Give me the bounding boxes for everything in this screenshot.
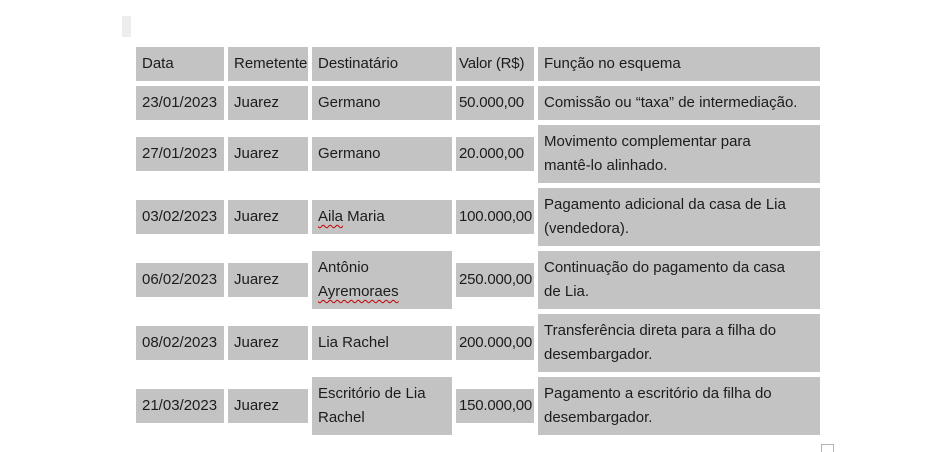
destinatario-text: Escritório de Lia <box>318 385 426 402</box>
funcao-line: Continuação do pagamento da casa <box>544 259 786 276</box>
cell-data: 27/01/2023 <box>136 137 224 171</box>
table-row <box>136 377 820 435</box>
table-row <box>136 188 820 246</box>
cell-remetente: Juarez <box>228 326 308 360</box>
header-cell-data: Data <box>136 47 224 81</box>
cell-funcao <box>538 125 820 183</box>
table-row <box>136 314 820 372</box>
cell-valor: 20.000,00 <box>456 137 534 171</box>
cell-remetente: Juarez <box>228 200 308 234</box>
header-cell-funcao: Função no esquema <box>538 47 820 81</box>
funcao-line: de Lia. <box>544 283 590 300</box>
cell-destinatario <box>312 137 452 171</box>
cell-remetente: Juarez <box>228 86 308 120</box>
cell-destinatario <box>312 86 452 120</box>
funcao-line: mantê-lo alinhado. <box>544 157 668 174</box>
table-header-row <box>136 47 820 81</box>
cell-funcao <box>538 188 820 246</box>
table-row <box>136 251 820 309</box>
table-row <box>136 86 820 120</box>
misspelled-word: Ayremoraes <box>318 283 399 300</box>
funcao-line: desembargador. <box>544 346 653 363</box>
small-box-artifact <box>821 444 834 452</box>
cell-remetente: Juarez <box>228 137 308 171</box>
destinatario-text: Germano <box>318 94 381 111</box>
cell-destinatario <box>312 326 452 360</box>
cell-destinatario <box>312 377 452 435</box>
cell-data: 06/02/2023 <box>136 263 224 297</box>
cell-valor: 200.000,00 <box>456 326 534 360</box>
cell-data: 08/02/2023 <box>136 326 224 360</box>
destinatario-text: Antônio <box>318 259 369 276</box>
cell-remetente: Juarez <box>228 263 308 297</box>
header-cell-remetente: Remetente <box>228 47 308 81</box>
cell-destinatario <box>312 251 452 309</box>
funcao-line: (vendedora). <box>544 220 630 237</box>
header-cell-destinatario: Destinatário <box>312 47 452 81</box>
misspelled-word: Aila <box>318 208 344 225</box>
destinatario-text: Lia Rachel <box>318 334 389 351</box>
funcao-line: Transferência direta para a filha do <box>544 322 777 339</box>
table-row <box>136 125 820 183</box>
cell-remetente: Juarez <box>228 389 308 423</box>
cell-data: 23/01/2023 <box>136 86 224 120</box>
destinatario-text: Maria <box>343 208 385 225</box>
funcao-line: Comissão ou “taxa” de intermediação. <box>544 94 798 111</box>
destinatario-text: Rachel <box>318 409 365 426</box>
cell-valor: 100.000,00 <box>456 200 534 234</box>
cell-funcao <box>538 86 820 120</box>
cell-funcao <box>538 377 820 435</box>
cell-valor: 250.000,00 <box>456 263 534 297</box>
header-cell-valor: Valor (R$) <box>456 47 534 81</box>
cell-valor: 150.000,00 <box>456 389 534 423</box>
transactions-table <box>136 47 820 440</box>
table-body <box>136 86 820 435</box>
funcao-line: Pagamento adicional da casa de Lia <box>544 196 786 213</box>
cursor-artifact <box>122 16 131 37</box>
cell-valor: 50.000,00 <box>456 86 534 120</box>
funcao-line: desembargador. <box>544 409 653 426</box>
cell-destinatario <box>312 200 452 234</box>
funcao-line: Pagamento a escritório da filha do <box>544 385 772 402</box>
cell-data: 03/02/2023 <box>136 200 224 234</box>
destinatario-text: Germano <box>318 145 381 162</box>
cell-funcao <box>538 251 820 309</box>
cell-funcao <box>538 314 820 372</box>
funcao-line: Movimento complementar para <box>544 133 751 150</box>
cell-data: 21/03/2023 <box>136 389 224 423</box>
